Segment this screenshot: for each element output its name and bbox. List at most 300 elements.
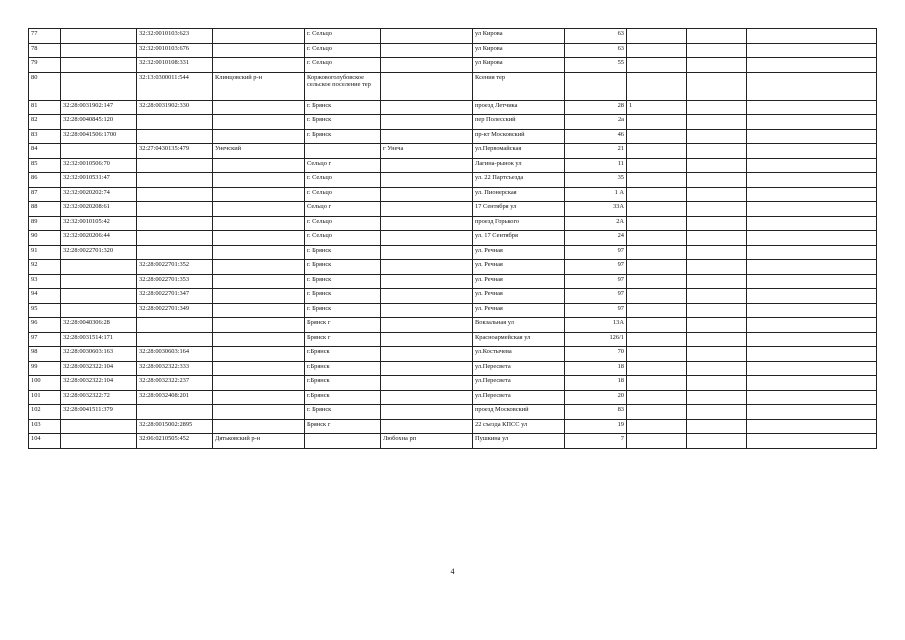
table-cell [747,216,877,231]
table-cell: Красноармейская ул [473,332,565,347]
table-cell [747,274,877,289]
table-cell [61,303,137,318]
table-cell [627,58,687,73]
table-cell [137,216,213,231]
table-cell: 28 [565,100,627,115]
table-cell [747,303,877,318]
table-cell [381,347,473,362]
table-cell: 86 [29,173,61,188]
table-cell [747,390,877,405]
table-cell [381,58,473,73]
table-cell [627,231,687,246]
table-cell: 11 [565,158,627,173]
table-cell: Любохна рп [381,434,473,449]
table-cell [747,260,877,275]
table-cell: 22 съезда КПСС ул [473,419,565,434]
table-cell [213,419,305,434]
table-cell: 92 [29,260,61,275]
table-cell: 32:28:0041506:1700 [61,129,137,144]
table-cell: 19 [565,419,627,434]
table-cell: 98 [29,347,61,362]
table-cell [627,361,687,376]
table-cell: ул. Пионерская [473,187,565,202]
table-cell [627,129,687,144]
table-cell: г. Брянск [305,129,381,144]
table-cell [213,187,305,202]
table-cell [747,129,877,144]
table-cell: 32:28:0031902:330 [137,100,213,115]
table-cell [747,58,877,73]
table-cell [687,100,747,115]
table-cell: 97 [565,274,627,289]
table-cell [747,332,877,347]
table-cell: Коржовоголубовское сельское поселение тер [305,72,381,100]
table-cell [687,274,747,289]
table-cell [137,115,213,130]
table-cell [213,58,305,73]
table-cell [565,72,627,100]
table-cell [381,303,473,318]
table-cell [687,405,747,420]
table-cell [627,390,687,405]
table-cell: 32:28:0040845:120 [61,115,137,130]
table-cell: 77 [29,29,61,44]
table-cell [137,318,213,333]
table-cell [747,376,877,391]
table-cell [687,115,747,130]
table-cell [687,434,747,449]
table-cell [381,216,473,231]
table-row [29,332,877,347]
table-cell: 46 [565,129,627,144]
table-cell [213,29,305,44]
table-cell [747,187,877,202]
table-cell [213,43,305,58]
table-row [29,347,877,362]
table-cell [747,245,877,260]
table-cell [687,173,747,188]
table-cell: 94 [29,289,61,304]
table-cell [381,318,473,333]
table-cell [381,245,473,260]
table-cell: 32:28:0030603:163 [61,347,137,362]
table-cell: 85 [29,158,61,173]
table-cell [687,72,747,100]
table-cell [137,405,213,420]
table-cell [305,434,381,449]
table-cell: 32:27:0430135:479 [137,144,213,159]
table-cell [381,419,473,434]
table-cell: пер Полесский [473,115,565,130]
table-cell: г. Брянск [305,303,381,318]
table-cell [61,144,137,159]
table-cell [213,405,305,420]
table-cell: 32:32:0010108:331 [137,58,213,73]
table-cell [627,303,687,318]
table-cell: г. Брянск [305,115,381,130]
table-cell: 78 [29,43,61,58]
table-cell [213,274,305,289]
table-cell [747,405,877,420]
table-cell [627,434,687,449]
table-cell: 32:32:0020206:44 [61,231,137,246]
table-cell: ул. Речная [473,274,565,289]
table-cell: 100 [29,376,61,391]
table-cell [687,332,747,347]
table-cell: 83 [565,405,627,420]
table-cell: г.Брянск [305,347,381,362]
table-cell [687,58,747,73]
table-row [29,129,877,144]
table-cell: проезд Горького [473,216,565,231]
table-row [29,173,877,188]
table-cell [61,260,137,275]
table-cell: г. Сельцо [305,231,381,246]
table-cell [61,289,137,304]
table-cell: г.Брянск [305,361,381,376]
table-cell [213,347,305,362]
table-cell: г.Брянск [305,390,381,405]
table-cell: 97 [565,289,627,304]
table-cell [381,376,473,391]
table-cell [381,173,473,188]
table-cell: проезд Летчика [473,100,565,115]
table-cell [381,187,473,202]
table-cell [381,274,473,289]
table-cell [381,202,473,217]
table-cell [213,173,305,188]
table-cell [687,303,747,318]
table-cell [213,390,305,405]
table-cell [137,202,213,217]
table-row [29,144,877,159]
table-cell [627,187,687,202]
table-cell [747,419,877,434]
table-cell [213,202,305,217]
table-row [29,158,877,173]
table-cell: Брянск г [305,332,381,347]
table-cell [687,289,747,304]
table-cell: ул.Пересвета [473,361,565,376]
table-cell [687,216,747,231]
table-cell [381,129,473,144]
table-cell: г. Брянск [305,260,381,275]
table-cell: 32:32:0010103:623 [137,29,213,44]
table-cell: 35 [565,173,627,188]
table-cell [747,72,877,100]
table-cell [137,173,213,188]
table-cell: 63 [565,29,627,44]
table-cell: 99 [29,361,61,376]
table-cell: ул. Речная [473,289,565,304]
table-cell: 32:28:0032322:104 [61,361,137,376]
table-cell [61,274,137,289]
table-cell [213,129,305,144]
table-row [29,303,877,318]
table-cell [687,318,747,333]
table-cell [213,158,305,173]
table-cell: 32:28:0032408:201 [137,390,213,405]
table-cell: 32:28:0022701:349 [137,303,213,318]
table-cell [687,260,747,275]
table-cell [213,100,305,115]
table-cell [747,347,877,362]
table-cell [747,202,877,217]
table-cell: 13А [565,318,627,333]
table-cell [627,274,687,289]
table-cell [747,434,877,449]
table-cell: 70 [565,347,627,362]
table-cell: 32:28:0031902:147 [61,100,137,115]
table-cell [61,419,137,434]
table-cell: Сельцо г [305,202,381,217]
table-cell [687,144,747,159]
table-cell [747,158,877,173]
table-cell [213,260,305,275]
table-cell: 32:32:0010531:47 [61,173,137,188]
table-cell [747,100,877,115]
table-cell: 102 [29,405,61,420]
table-cell: 95 [29,303,61,318]
table-cell: 103 [29,419,61,434]
table-cell [137,129,213,144]
table-cell [213,361,305,376]
table-cell: 32:28:0022701:320 [61,245,137,260]
table-cell [381,390,473,405]
table-cell [747,318,877,333]
table-cell: ул Кирова [473,29,565,44]
table-cell [213,216,305,231]
table-cell: 32:28:0022701:352 [137,260,213,275]
table-row [29,376,877,391]
table-cell: 2а [565,115,627,130]
table-cell: 18 [565,376,627,391]
table-cell: 91 [29,245,61,260]
table-cell [61,434,137,449]
table-cell [381,100,473,115]
page-number: 4 [450,567,455,576]
table-row [29,289,877,304]
table-row [29,245,877,260]
table-cell [61,72,137,100]
table-cell: 32:28:0040306:28 [61,318,137,333]
registry-sheet [28,28,876,449]
table-cell [61,43,137,58]
table-cell: 97 [29,332,61,347]
table-cell [381,332,473,347]
table-cell: Лагина-рынок ул [473,158,565,173]
table-cell: Ксения тер [473,72,565,100]
table-row [29,202,877,217]
table-cell: 32:06:0210505:452 [137,434,213,449]
table-cell [687,187,747,202]
table-cell [213,289,305,304]
table-cell: 90 [29,231,61,246]
table-cell [627,260,687,275]
table-cell [137,231,213,246]
table-cell: 80 [29,72,61,100]
table-cell: 24 [565,231,627,246]
table-cell [747,144,877,159]
table-cell [381,231,473,246]
table-cell [627,29,687,44]
table-cell [381,405,473,420]
table-row [29,274,877,289]
table-cell [627,144,687,159]
table-cell [687,43,747,58]
table-cell: 32:32:0020208:61 [61,202,137,217]
table-cell [687,202,747,217]
table-cell: Унечский [213,144,305,159]
table-cell [61,58,137,73]
table-cell: 17 Сентября ул [473,202,565,217]
table-cell: 97 [565,260,627,275]
table-cell [305,144,381,159]
table-cell: г. Сельцо [305,187,381,202]
table-cell: 32:28:0032322:333 [137,361,213,376]
table-row [29,100,877,115]
table-cell: 32:28:0041511:379 [61,405,137,420]
table-cell: 63 [565,43,627,58]
table-cell [213,303,305,318]
table-cell [747,173,877,188]
table-cell [687,129,747,144]
table-row [29,43,877,58]
table-cell: 32:32:0020202:74 [61,187,137,202]
table-cell: 33А [565,202,627,217]
table-cell [627,72,687,100]
table-cell [381,29,473,44]
table-cell: г. Сельцо [305,173,381,188]
table-cell: Вокзальная ул [473,318,565,333]
table-cell: 1 А [565,187,627,202]
table-cell [381,289,473,304]
table-cell [627,289,687,304]
table-cell: 20 [565,390,627,405]
table-cell [213,245,305,260]
registry-table [28,28,877,449]
table-cell: г Унеча [381,144,473,159]
table-row [29,29,877,44]
table-cell [213,376,305,391]
table-cell: 7 [565,434,627,449]
table-cell: 32:13:0300011:544 [137,72,213,100]
table-cell: Брянск г [305,318,381,333]
table-cell: 88 [29,202,61,217]
table-cell: 55 [565,58,627,73]
table-cell: 83 [29,129,61,144]
table-cell [747,115,877,130]
table-cell [627,115,687,130]
table-cell [627,419,687,434]
table-cell [213,231,305,246]
table-row [29,231,877,246]
table-cell: г. Брянск [305,100,381,115]
table-cell [747,29,877,44]
table-cell: ул.Пересвета [473,390,565,405]
table-cell: ул. 22 Партсъезда [473,173,565,188]
table-cell: 18 [565,361,627,376]
table-cell: г. Брянск [305,405,381,420]
table-cell [687,361,747,376]
table-cell [627,202,687,217]
table-cell [381,158,473,173]
table-cell [687,390,747,405]
table-cell [381,43,473,58]
table-cell: г.Брянск [305,376,381,391]
table-cell [687,29,747,44]
table-row [29,405,877,420]
table-cell: г. Сельцо [305,43,381,58]
table-cell: г. Сельцо [305,58,381,73]
table-cell: ул. Речная [473,260,565,275]
table-row [29,318,877,333]
table-cell [137,187,213,202]
table-cell: ул Кирова [473,58,565,73]
table-cell [747,361,877,376]
table-cell: 2А [565,216,627,231]
table-cell [61,29,137,44]
table-cell: 101 [29,390,61,405]
table-row [29,260,877,275]
table-cell: 32:28:0032322:104 [61,376,137,391]
table-cell: 32:32:0010506:70 [61,158,137,173]
table-cell [137,158,213,173]
table-cell: 32:32:0010105:42 [61,216,137,231]
table-row [29,72,877,100]
table-cell: г. Брянск [305,274,381,289]
table-cell [213,318,305,333]
table-cell: 32:28:0015002:2895 [137,419,213,434]
table-cell: г. Брянск [305,245,381,260]
table-cell: ул Кирова [473,43,565,58]
table-cell: 93 [29,274,61,289]
table-cell: Брянск г [305,419,381,434]
table-cell: пр-кт Московский [473,129,565,144]
table-cell [687,347,747,362]
table-cell: 89 [29,216,61,231]
table-cell: ул.Костычева [473,347,565,362]
table-cell [627,376,687,391]
table-cell: 96 [29,318,61,333]
table-cell: 97 [565,245,627,260]
table-cell: ул.Пересвета [473,376,565,391]
table-cell [687,419,747,434]
table-cell [137,332,213,347]
table-cell: ул. Речная [473,303,565,318]
table-cell [627,158,687,173]
table-cell [381,260,473,275]
table-cell [627,405,687,420]
table-cell [627,245,687,260]
table-cell: 32:32:0010103:676 [137,43,213,58]
table-cell: Сельцо г [305,158,381,173]
table-cell [137,245,213,260]
table-cell: 84 [29,144,61,159]
table-cell [627,216,687,231]
table-cell: 97 [565,303,627,318]
table-cell: 104 [29,434,61,449]
table-cell: Клинцовский р-н [213,72,305,100]
table-cell: Пушкина ул [473,434,565,449]
table-cell [747,231,877,246]
table-cell: проезд Московский [473,405,565,420]
table-cell: г. Сельцо [305,29,381,44]
table-cell [687,245,747,260]
table-cell: г. Сельцо [305,216,381,231]
table-row [29,58,877,73]
table-cell [381,115,473,130]
